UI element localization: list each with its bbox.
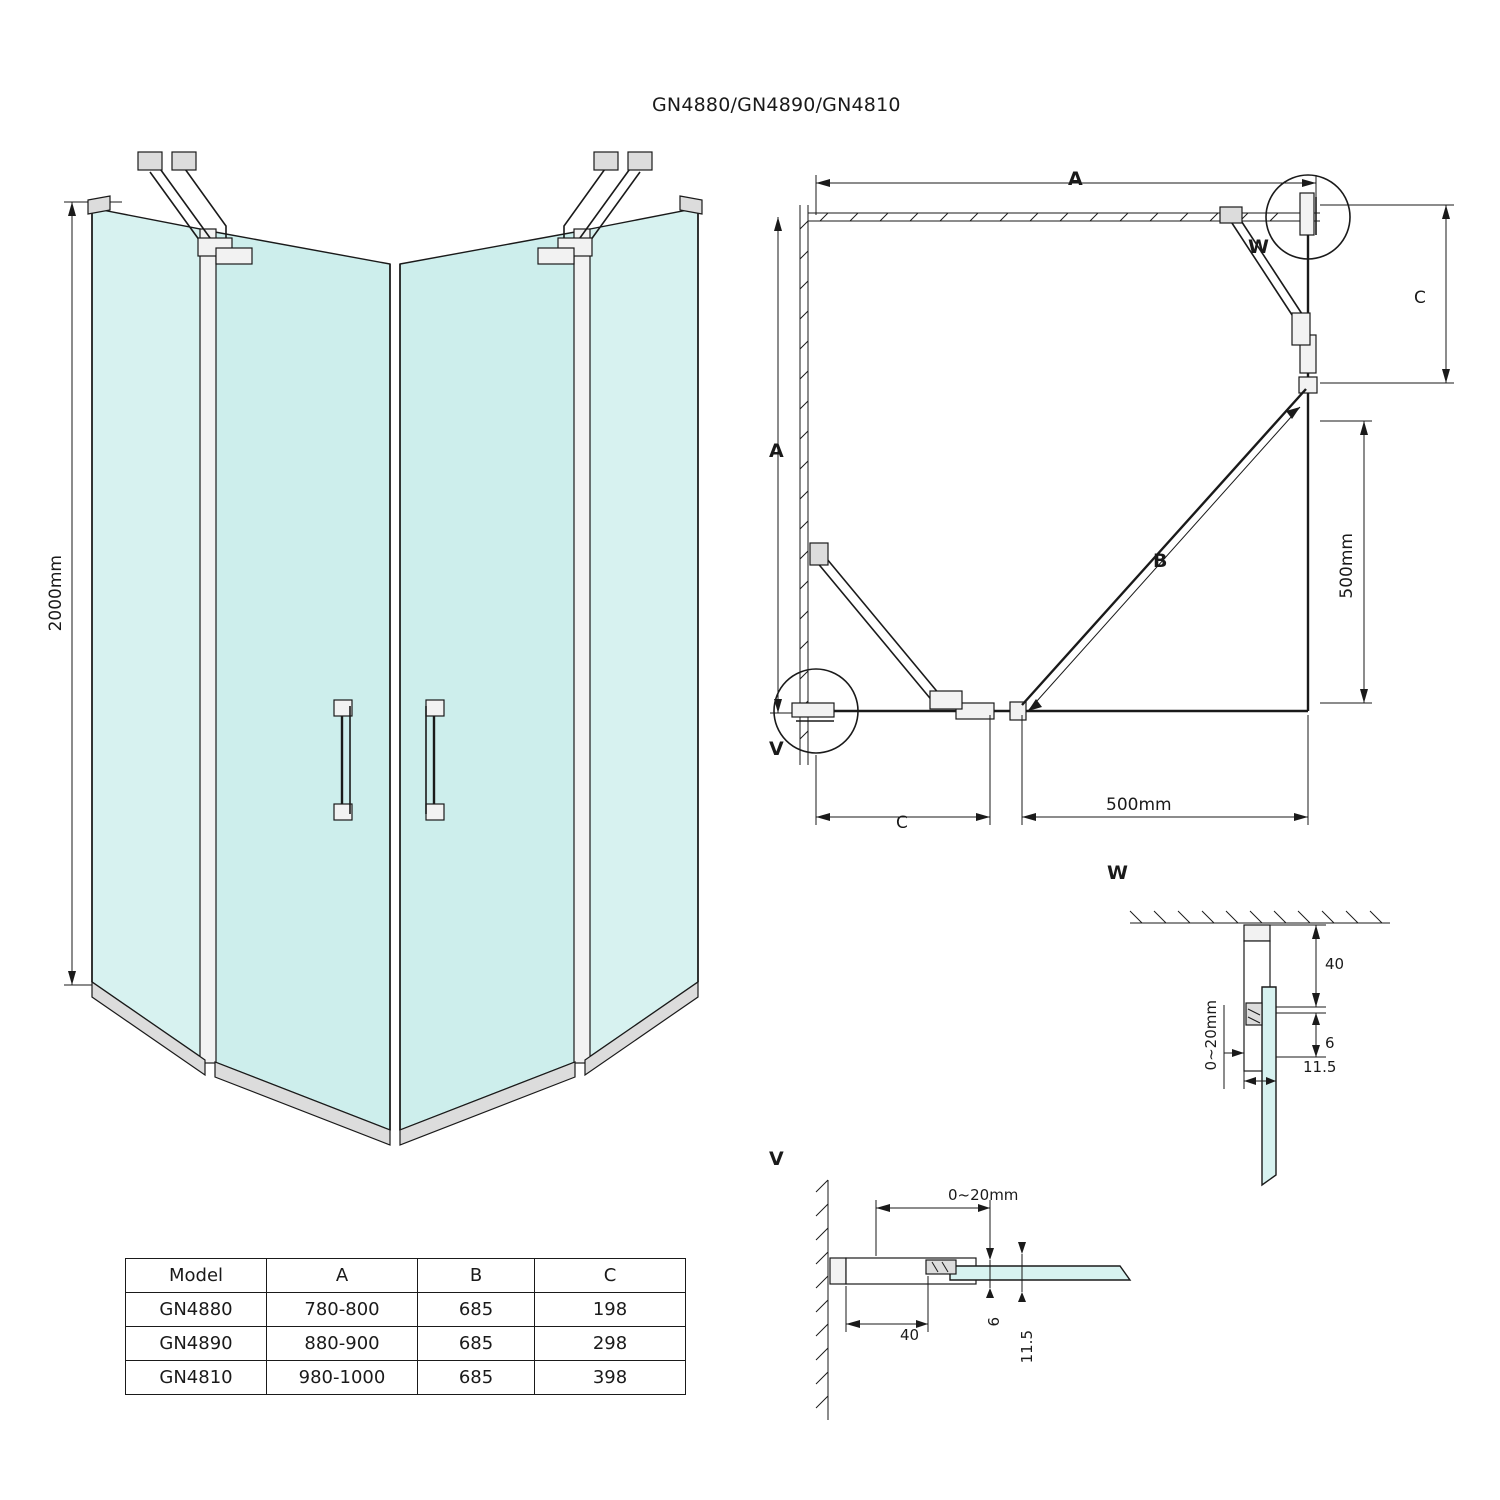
table-cell-model: GN4880: [126, 1293, 267, 1327]
right-fixed-panel: [1299, 221, 1317, 711]
detail-w-dimension-gap: [1224, 1005, 1244, 1089]
table-row: [126, 1327, 686, 1361]
table-header-a: A: [267, 1259, 418, 1293]
spec-table: [125, 1258, 686, 1395]
bottom-left-stabilizer: [810, 543, 962, 709]
top-view-label-c-right: C: [1414, 288, 1426, 308]
top-view-label-w: W: [1248, 236, 1269, 258]
detail-w-dimension-40: [1270, 925, 1326, 1007]
top-view-drawing: [760, 155, 1480, 855]
top-wall-hatching: [808, 213, 1320, 221]
table-header-row: [126, 1259, 686, 1293]
detail-v-title: V: [769, 1148, 784, 1170]
table-row: [126, 1361, 686, 1395]
detail-v-label-115: 11.5: [1018, 1330, 1036, 1364]
table-header-c: C: [535, 1259, 686, 1293]
top-view-label-500-horizontal: 500mm: [1106, 795, 1172, 815]
table-header-model: Model: [126, 1259, 267, 1293]
top-view-label-a-left: A: [769, 440, 784, 462]
detail-w-dimension-6: [1276, 1013, 1326, 1057]
detail-v-label-40: 40: [900, 1326, 920, 1344]
table-cell-b: 685: [418, 1327, 535, 1361]
detail-w-label-gap: 0~20mm: [1202, 1000, 1220, 1071]
detail-w-drawing: [1120, 885, 1450, 1185]
detail-v-label-gap: 0~20mm: [948, 1186, 1019, 1204]
table-cell-b: 685: [418, 1293, 535, 1327]
table-cell-b: 685: [418, 1361, 535, 1395]
table-cell-a: 980-1000: [267, 1361, 418, 1395]
detail-w-glass: [1262, 987, 1276, 1185]
detail-v-dimension-gap: [876, 1200, 990, 1256]
left-door-glass: [215, 232, 390, 1130]
detail-v-label-6: 6: [985, 1317, 1003, 1327]
detail-v-wall-hatching: [816, 1180, 828, 1420]
left-glass-panel: [92, 208, 205, 1060]
dimension-c-right: [1320, 205, 1454, 383]
detail-v-wall-profile: [830, 1258, 846, 1284]
detail-v-seal: [926, 1260, 956, 1274]
top-view-label-a-top: A: [1068, 168, 1083, 190]
front-view-drawing: [30, 130, 790, 1250]
top-caps: [88, 196, 702, 214]
drawing-title: GN4880/GN4890/GN4810: [652, 94, 901, 116]
table-cell-a: 880-900: [267, 1327, 418, 1361]
right-door-glass: [400, 232, 575, 1130]
top-view-label-v: V: [769, 738, 784, 760]
table-cell-c: 398: [535, 1361, 686, 1395]
detail-w-label-40: 40: [1325, 955, 1345, 973]
right-glass-panel: [585, 208, 698, 1060]
detail-v-part: [792, 703, 834, 721]
detail-w-label-115: 11.5: [1303, 1058, 1337, 1076]
spec-table-wrapper: [125, 1258, 686, 1395]
bottom-fixed-panel: [816, 702, 1308, 720]
detail-v-drawing: [800, 1170, 1220, 1430]
top-view-label-b: B: [1153, 550, 1168, 572]
detail-w-wall-profile: [1244, 925, 1270, 941]
detail-w-title: W: [1107, 862, 1128, 884]
top-right-stabilizer: [1220, 207, 1310, 345]
table-cell-model: GN4810: [126, 1361, 267, 1395]
table-header-b: B: [418, 1259, 535, 1293]
top-view-label-c-bottom: C: [896, 813, 908, 833]
dimension-c-bottom: [816, 715, 990, 825]
table-cell-model: GN4890: [126, 1327, 267, 1361]
left-wall-hatching: [800, 205, 808, 765]
table-cell-c: 198: [535, 1293, 686, 1327]
table-cell-c: 298: [535, 1327, 686, 1361]
detail-w-label-6: 6: [1325, 1034, 1335, 1052]
detail-w-wall-hatching: [1130, 911, 1390, 923]
door-swing-line: [1022, 389, 1306, 705]
table-row: [126, 1293, 686, 1327]
detail-w-seal: [1246, 1003, 1262, 1025]
detail-v-glass: [950, 1266, 1130, 1280]
top-view-label-500-vertical: 500mm: [1337, 533, 1357, 599]
front-view-height-label: 2000mm: [46, 555, 66, 632]
table-cell-a: 780-800: [267, 1293, 418, 1327]
detail-w-part: [1300, 193, 1316, 235]
